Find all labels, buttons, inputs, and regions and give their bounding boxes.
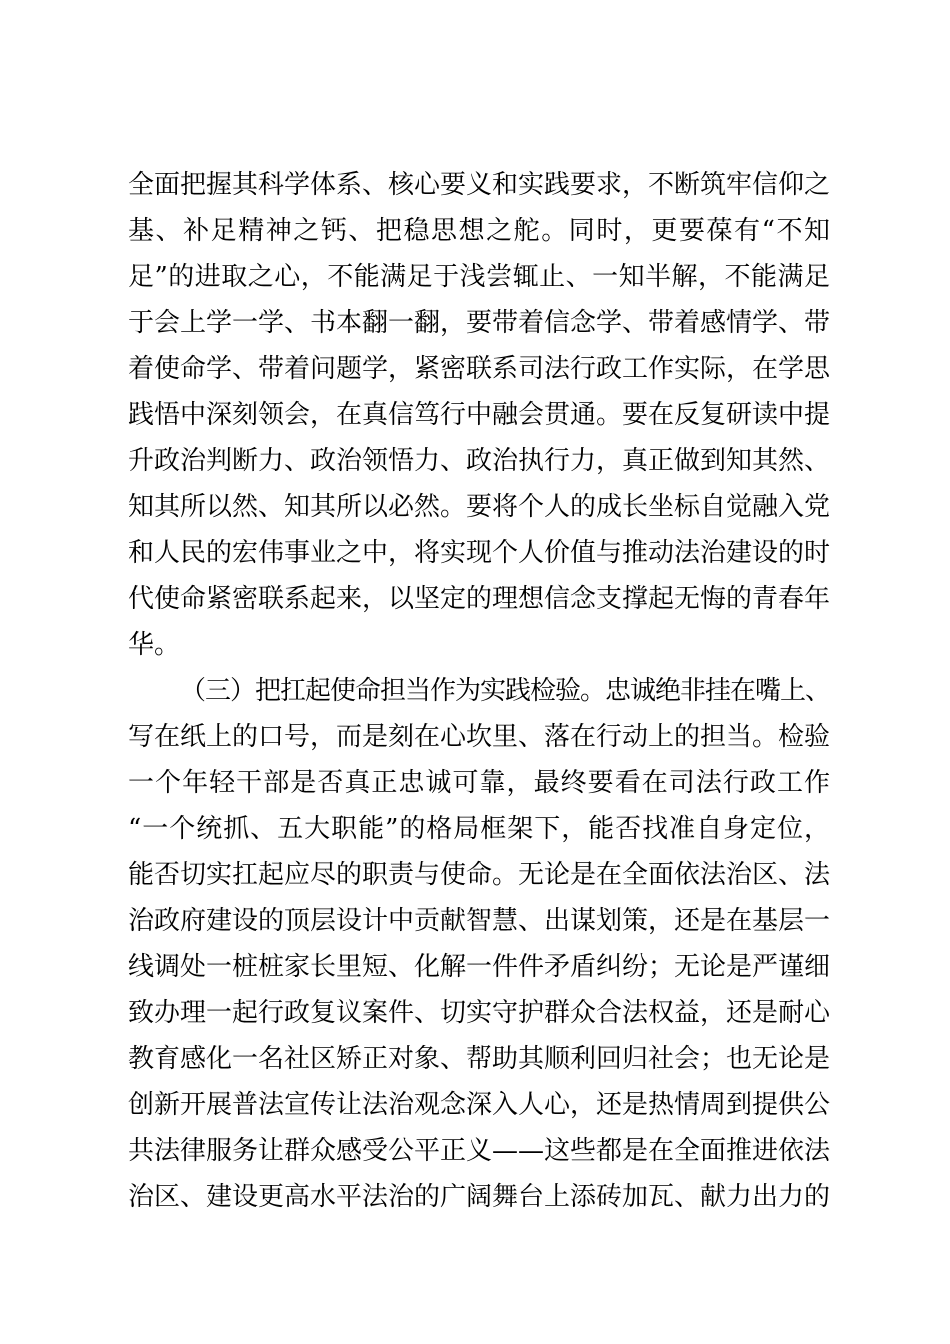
- section-heading-line: （三）把扛起使命担当作为实践检验。忠诚绝非挂在嘴上、: [180, 676, 830, 706]
- text-line: 基、补足精神之钙、把稳思想之舵。同时，更要葆有“不知: [128, 216, 830, 246]
- text-line: 一个年轻干部是否真正忠诚可靠，最终要看在司法行政工作: [128, 768, 830, 798]
- text-line: 践悟中深刻领会，在真信笃行中融会贯通。要在反复研读中提: [128, 400, 830, 430]
- text-line: 治区、建设更高水平法治的广阔舞台上添砖加瓦、献力出力的: [128, 1182, 830, 1212]
- text-line: 和人民的宏伟事业之中，将实现个人价值与推动法治建设的时: [128, 538, 830, 568]
- body-text: [128, 162, 830, 1220]
- text-line: 着使命学、带着问题学，紧密联系司法行政工作实际，在学思: [128, 354, 830, 384]
- text-line: 治政府建设的顶层设计中贡献智慧、出谋划策，还是在基层一: [128, 906, 830, 936]
- text-line: 写在纸上的口号，而是刻在心坎里、落在行动上的担当。检验: [128, 722, 830, 752]
- text-line: 全面把握其科学体系、核心要义和实践要求，不断筑牢信仰之: [128, 170, 830, 200]
- text-line: 代使命紧密联系起来，以坚定的理想信念支撑起无悔的青春年: [128, 584, 830, 614]
- text-line: 华。: [128, 630, 181, 660]
- text-line: 致办理一起行政复议案件、切实守护群众合法权益，还是耐心: [128, 998, 830, 1028]
- text-line: 创新开展普法宣传让法治观念深入人心，还是热情周到提供公: [128, 1090, 830, 1120]
- text-line: 能否切实扛起应尽的职责与使命。无论是在全面依法治区、法: [128, 860, 830, 890]
- text-line: “一个统抓、五大职能”的格局框架下，能否找准自身定位，: [128, 814, 830, 844]
- text-line: 共法律服务让群众感受公平正义——这些都是在全面推进依法: [128, 1136, 830, 1166]
- text-line: 线调处一桩桩家长里短、化解一件件矛盾纠纷；无论是严谨细: [128, 952, 830, 982]
- text-line: 升政治判断力、政治领悟力、政治执行力，真正做到知其然、: [128, 446, 830, 476]
- text-line: 足”的进取之心，不能满足于浅尝辄止、一知半解，不能满足: [128, 262, 830, 292]
- text-line: 知其所以然、知其所以必然。要将个人的成长坐标自觉融入党: [128, 492, 830, 522]
- text-line: 于会上学一学、书本翻一翻，要带着信念学、带着感情学、带: [128, 308, 830, 338]
- text-line: 教育感化一名社区矫正对象、帮助其顺利回归社会；也无论是: [128, 1044, 830, 1074]
